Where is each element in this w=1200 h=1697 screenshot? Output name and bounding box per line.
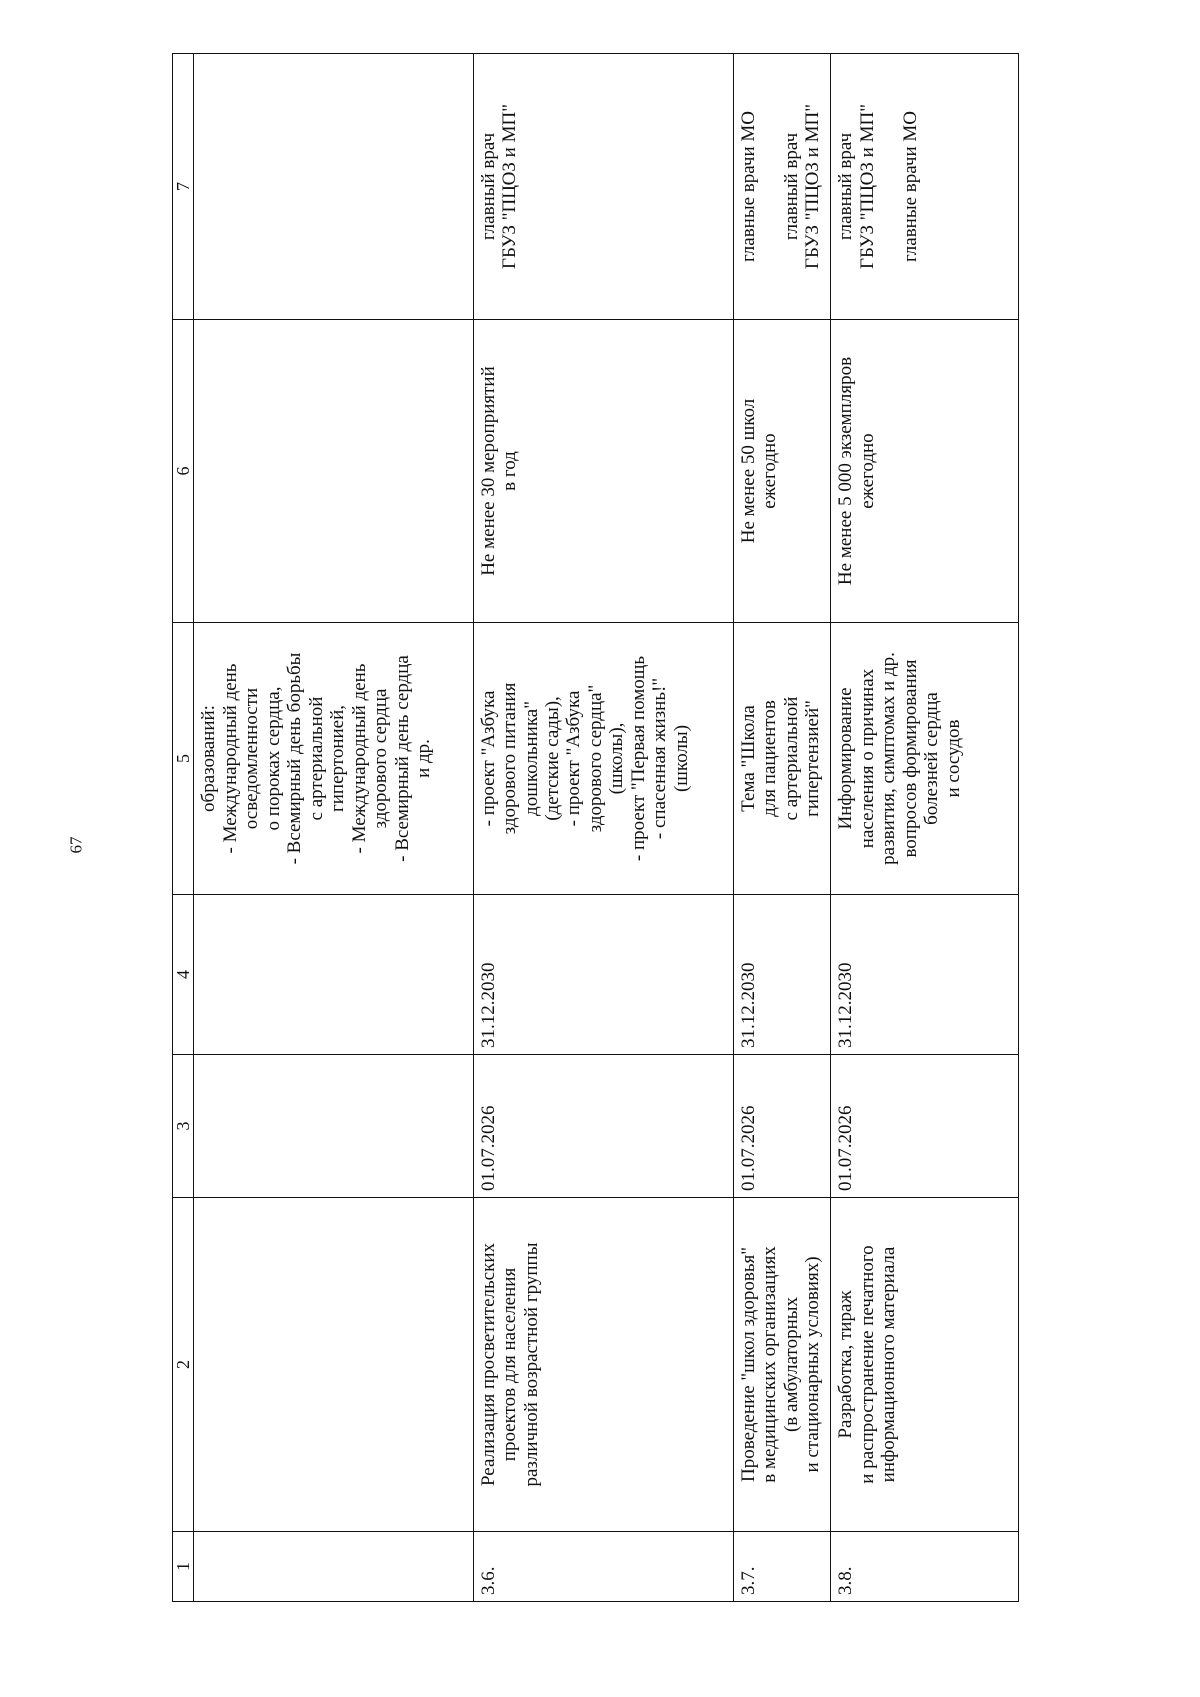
column-header: 3	[173, 1055, 194, 1198]
cell-activity: Разработка, тираж и распространение печатного информационного материала	[831, 1198, 1019, 1532]
column-header: 7	[173, 54, 194, 320]
cell-responsible	[194, 54, 473, 320]
cell-indicator: Не менее 5 000 экземпляров ежегодно	[831, 320, 1019, 623]
cell-end-date	[194, 895, 473, 1055]
cell-start-date: 01.07.2026	[733, 1055, 831, 1198]
cell-indicator: Не менее 30 мероприятий в год	[473, 320, 733, 623]
cell-number	[194, 1532, 473, 1602]
plan-table	[172, 53, 1019, 1602]
cell-end-date: 31.12.2030	[831, 895, 1019, 1055]
cell-end-date: 31.12.2030	[473, 895, 733, 1055]
cell-start-date	[194, 1055, 473, 1198]
table-row	[733, 54, 831, 1602]
rotated-table-container	[172, 54, 1019, 1602]
table-row	[194, 54, 473, 1602]
column-header: 4	[173, 895, 194, 1055]
cell-indicator: Не менее 50 школ ежегодно	[733, 320, 831, 623]
cell-activity: Проведение "школ здоровья" в медицинских организациях (в амбулаторных и стационарных условиях)	[733, 1198, 831, 1532]
table-row	[473, 54, 733, 1602]
column-header: 2	[173, 1198, 194, 1532]
column-number-row	[173, 54, 194, 1602]
cell-number: 3.6.	[473, 1532, 733, 1602]
cell-activity	[194, 1198, 473, 1532]
table-row	[831, 54, 1019, 1602]
cell-number: 3.8.	[831, 1532, 1019, 1602]
column-header: 6	[173, 320, 194, 623]
column-header: 1	[173, 1532, 194, 1602]
cell-content: - проект "Азбука здорового питания дошкольника" (детские сады), - проект "Азбука здорового сердца" (школы), - проект "Первая помощь - спасенная жизнь!" (школы)	[473, 623, 733, 895]
cell-indicator	[194, 320, 473, 623]
page-number: 67	[66, 836, 86, 854]
cell-activity: Реализация просветительских проектов для населения различной возрастной группы	[473, 1198, 733, 1532]
cell-responsible: главный врач ГБУЗ "ПЦОЗ и МП" главные врачи МО	[831, 54, 1019, 320]
cell-content: Тема "Школа для пациентов с артериальной гипертензией"	[733, 623, 831, 895]
cell-number: 3.7.	[733, 1532, 831, 1602]
cell-responsible: главные врачи МО главный врач ГБУЗ "ПЦОЗ и МП"	[733, 54, 831, 320]
cell-end-date: 31.12.2030	[733, 895, 831, 1055]
cell-content: Информирование населения о причинах развития, симптомах и др. вопросов формирования болезней сердца и сосудов	[831, 623, 1019, 895]
cell-start-date: 01.07.2026	[831, 1055, 1019, 1198]
cell-start-date: 01.07.2026	[473, 1055, 733, 1198]
cell-content: образований: - Международный день осведомленности о пороках сердца, - Всемирный день борьбы с артериальной гипертонией, - Международный день здорового сердца - Всемирный день сердца и др.	[194, 623, 473, 895]
cell-responsible: главный врач ГБУЗ "ПЦОЗ и МП"	[473, 54, 733, 320]
column-header: 5	[173, 623, 194, 895]
